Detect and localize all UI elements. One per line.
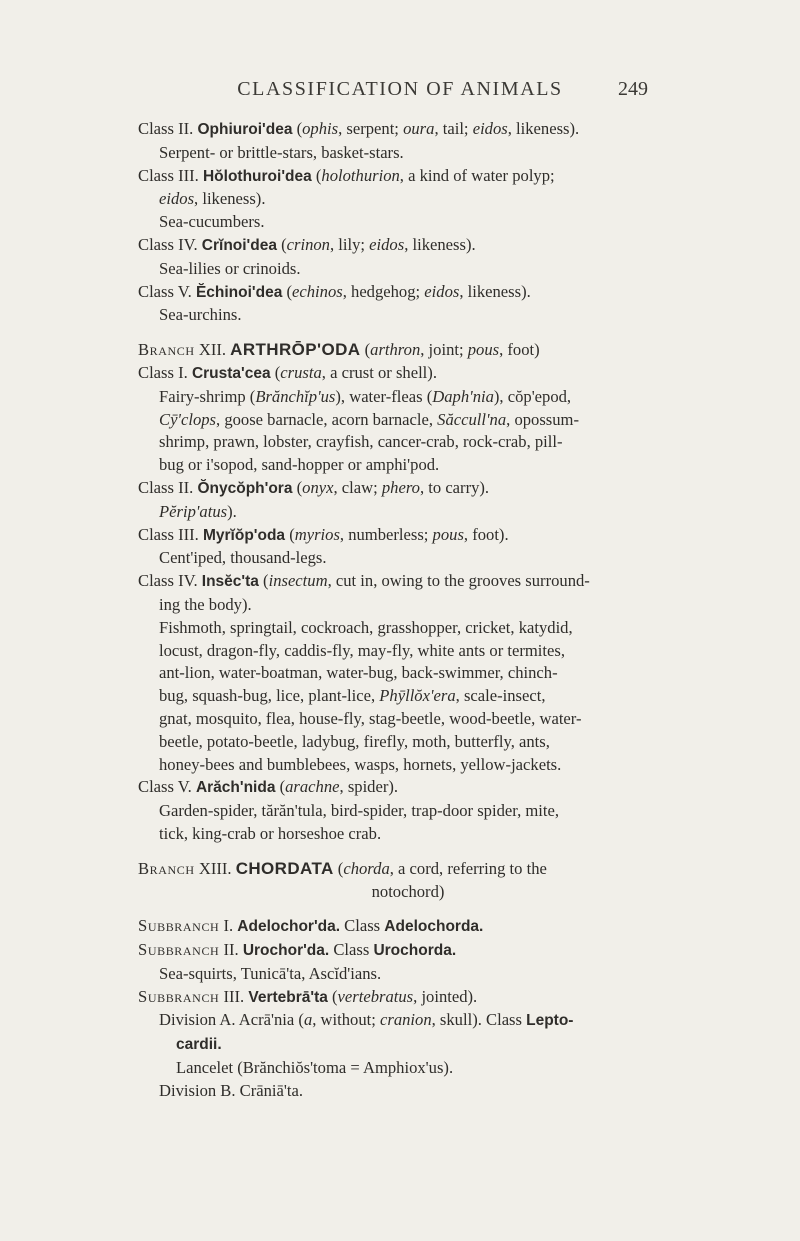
- text-segment: , claw;: [333, 477, 382, 497]
- text-segment: locust, dragon-fly, caddis-fly, may-fly, white ants or termites,: [159, 640, 565, 660]
- rank-label: Subbranch: [138, 986, 220, 1006]
- text-segment: ing the body).: [159, 594, 252, 614]
- page-number: 249: [618, 78, 648, 100]
- text-segment: Class: [329, 940, 374, 960]
- text-segment: bug, squash-bug, lice, plant-lice,: [159, 686, 380, 706]
- taxon-name: Arăch'nida: [195, 779, 276, 797]
- text-segment: Division A. Acrā'nia (: [159, 1010, 304, 1030]
- text-line: [138, 524, 678, 548]
- text-segment: , serpent;: [338, 119, 404, 138]
- taxon-name: Crĭnoi'dea: [201, 236, 277, 254]
- text-segment: , opossum-: [506, 409, 579, 429]
- text-segment: Class: [340, 916, 385, 936]
- text-line: [138, 304, 678, 327]
- text-segment: Garden-spider, tărăn'tula, bird-spider, trap-door spider, mite,: [159, 801, 560, 821]
- text-segment: Class III.: [138, 165, 203, 185]
- text-line: [138, 431, 678, 454]
- taxon-name: Crusta'cea: [191, 364, 271, 382]
- text-line: [138, 454, 678, 477]
- text-segment: , numberless;: [339, 524, 433, 544]
- text-segment: Fishmoth, springtail, cockroach, grasshopper, cricket, katydid,: [159, 617, 573, 637]
- taxon-name: Urochor'da.: [242, 942, 330, 960]
- text-segment: Division B. Crāniā'ta.: [159, 1080, 304, 1100]
- text-segment: Class IV.: [138, 234, 202, 254]
- text-line: [138, 258, 678, 281]
- text-segment: ), cŏp'epod,: [493, 386, 572, 406]
- text-segment: Lancelet (Brănchiŏs'toma = Amphiox'us).: [176, 1058, 454, 1078]
- italic-term: Phȳllŏx'era: [379, 686, 456, 706]
- text-segment: , likeness).: [507, 119, 580, 138]
- taxon-name: Lepto-: [526, 1012, 574, 1030]
- text-segment: , joint;: [420, 340, 468, 360]
- text-line: [138, 1057, 678, 1080]
- taxon-name: ARTHRŌP'ODA: [230, 340, 361, 360]
- text-segment: , cut in, owing to the grooves surround-: [327, 571, 590, 591]
- text-line: [138, 281, 678, 305]
- text-line: [138, 188, 678, 211]
- text-segment: (: [360, 340, 371, 360]
- text-line: [138, 234, 678, 258]
- taxon-name: Ophiuroi'dea: [197, 121, 293, 138]
- text-segment: (: [275, 777, 286, 797]
- taxon-name: Adelochor'da.: [237, 918, 341, 936]
- italic-term: Brănchĭp'us: [255, 386, 336, 406]
- running-title: CLASSIFICATION OF ANIMALS: [237, 78, 563, 100]
- text-line: [138, 881, 678, 904]
- text-line: [138, 915, 678, 939]
- text-line: [138, 776, 678, 800]
- text-segment: , skull). Class: [431, 1010, 527, 1030]
- italic-term: crinon: [286, 234, 330, 254]
- text-segment: (: [311, 165, 322, 185]
- italic-term: a: [303, 1010, 313, 1030]
- text-segment: ant-lion, water-boatman, water-bug, back-swimmer, chinch-: [159, 663, 558, 683]
- text-segment: II.: [219, 940, 243, 960]
- italic-term: cranion: [380, 1010, 432, 1030]
- taxon-name: CHORDATA: [235, 858, 334, 878]
- text-line: [138, 386, 678, 409]
- italic-term: Săccull'na: [437, 409, 507, 429]
- text-line: [138, 939, 678, 963]
- text-segment: , a cord, referring to the: [389, 858, 547, 878]
- italic-term: Daph'nia: [432, 386, 494, 406]
- rank-label: Branch: [138, 858, 195, 878]
- text-line: [138, 594, 678, 617]
- italic-term: pous: [467, 340, 500, 360]
- text-line: [138, 986, 678, 1010]
- italic-term: onyx: [302, 477, 334, 497]
- italic-term: eidos: [472, 119, 508, 138]
- text-line: [138, 662, 678, 685]
- text-segment: gnat, mosquito, flea, house-fly, stag-beetle, wood-beetle, water-: [159, 708, 582, 728]
- taxon-name: Vertebrā'ta: [248, 988, 328, 1006]
- italic-term: echinos: [292, 281, 343, 301]
- italic-term: eidos: [369, 234, 405, 254]
- rank-label: Branch: [138, 340, 195, 360]
- text-segment: (: [285, 524, 295, 544]
- text-segment: XIII.: [194, 858, 236, 878]
- text-segment: tick, king-crab or horseshoe crab.: [159, 823, 382, 843]
- text-segment: (: [270, 362, 281, 382]
- italic-term: phero: [381, 477, 420, 497]
- italic-term: crusta: [280, 362, 322, 382]
- text-segment: (: [276, 234, 287, 254]
- text-line: [138, 708, 678, 731]
- text-segment: honey-bees and bumblebees, wasps, hornets, yellow-jackets.: [159, 754, 562, 774]
- taxon-name: Ĕchinoi'dea: [195, 283, 283, 301]
- text-segment: (: [292, 119, 303, 138]
- text-segment: , likeness).: [404, 234, 476, 254]
- text-segment: Class II.: [138, 119, 198, 138]
- text-segment: , scale-insect,: [455, 686, 546, 706]
- section-gap: [138, 846, 678, 858]
- text-segment: Class IV.: [138, 571, 202, 591]
- italic-term: eidos: [424, 281, 460, 301]
- italic-term: eidos: [159, 189, 195, 209]
- running-head: [0, 78, 800, 108]
- italic-term: oura: [403, 119, 435, 138]
- text-line: [138, 570, 678, 594]
- text-line: [138, 1009, 678, 1033]
- text-segment: Sea-lilies or crinoids.: [159, 258, 301, 278]
- taxon-name: Myrĭŏp'oda: [202, 526, 286, 544]
- text-segment: (: [327, 986, 338, 1006]
- text-segment: III.: [219, 986, 249, 1006]
- text-segment: , likeness).: [459, 281, 531, 301]
- text-segment: Class II.: [138, 477, 198, 497]
- text-segment: Fairy-shrimp (: [159, 386, 256, 406]
- italic-term: arthron: [370, 340, 421, 360]
- text-line: [138, 1080, 678, 1103]
- text-segment: Class V.: [138, 281, 196, 301]
- italic-term: holothurion: [321, 165, 400, 185]
- italic-term: ophis: [302, 119, 339, 138]
- text-segment: (: [333, 858, 344, 878]
- text-line: [138, 858, 678, 881]
- text-segment: Serpent- or brittle-stars, basket-stars.: [159, 142, 404, 162]
- italic-term: chorda: [343, 858, 390, 878]
- text-segment: (: [282, 281, 293, 301]
- text-line: [138, 800, 678, 823]
- italic-term: arachne: [285, 777, 340, 797]
- text-segment: Sea-squirts, Tunicā'ta, Ascĭd'ians.: [159, 963, 382, 983]
- text-line: [138, 823, 678, 846]
- italic-term: insectum: [268, 571, 328, 591]
- text-line: [138, 501, 678, 524]
- italic-term: Pĕrip'atus: [159, 501, 228, 521]
- text-segment: , a crust or shell).: [321, 362, 437, 382]
- italic-term: vertebratus: [337, 986, 414, 1006]
- text-segment: , jointed).: [413, 986, 478, 1006]
- text-line: [138, 731, 678, 754]
- text-segment: XII.: [194, 340, 231, 360]
- text-segment: notochord): [371, 881, 445, 901]
- text-line: [138, 640, 678, 663]
- text-segment: Class I.: [138, 362, 192, 382]
- text-line: [138, 685, 678, 708]
- text-segment: Cent'iped, thousand-legs.: [159, 548, 327, 568]
- text-line: [138, 362, 678, 386]
- text-line: [138, 211, 678, 234]
- text-segment: bug or i'sopod, sand-hopper or amphi'pod.: [159, 455, 440, 475]
- rank-label: Subbranch: [138, 940, 220, 960]
- text-segment: , a kind of water polyp;: [399, 165, 555, 185]
- italic-term: pous: [432, 524, 464, 544]
- taxon-name: Insĕc'ta: [201, 573, 259, 591]
- italic-term: myrios: [294, 524, 340, 544]
- text-segment: , to carry).: [419, 477, 490, 497]
- text-segment: , likeness).: [194, 189, 266, 209]
- text-line: [138, 142, 678, 165]
- page-body: [138, 118, 678, 1103]
- text-segment: , goose barnacle, acorn barnacle,: [216, 409, 438, 429]
- text-line: [138, 754, 678, 777]
- text-segment: (: [292, 477, 303, 497]
- text-line: [138, 477, 678, 501]
- text-line: [138, 409, 678, 432]
- section-gap: [138, 903, 678, 915]
- text-line: [138, 617, 678, 640]
- text-line: [138, 1033, 678, 1057]
- text-segment: Sea-cucumbers.: [159, 212, 265, 232]
- text-segment: ), water-fleas (: [335, 386, 433, 406]
- text-segment: , hedgehog;: [342, 281, 425, 301]
- text-segment: (: [258, 571, 269, 591]
- text-segment: , without;: [312, 1010, 380, 1030]
- text-segment: , lily;: [329, 234, 370, 254]
- text-line: [138, 118, 678, 142]
- italic-term: Cȳ'clops: [159, 409, 217, 429]
- text-segment: shrimp, prawn, lobster, crayfish, cancer-crab, rock-crab, pill-: [159, 432, 563, 452]
- text-segment: , spider).: [339, 777, 399, 797]
- text-segment: I.: [219, 916, 238, 936]
- rank-label: Subbranch: [138, 916, 220, 936]
- text-segment: , foot).: [463, 524, 509, 544]
- text-line: [138, 339, 678, 362]
- taxon-name: Hŏlothuroi'dea: [202, 167, 312, 185]
- text-line: [138, 963, 678, 986]
- text-segment: Class V.: [138, 777, 196, 797]
- text-segment: beetle, potato-beetle, ladybug, firefly, moth, butterfly, ants,: [159, 731, 550, 751]
- text-segment: ).: [227, 501, 237, 521]
- text-line: [138, 547, 678, 570]
- taxon-name: Urochorda.: [373, 942, 457, 960]
- section-gap: [138, 327, 678, 339]
- taxon-name: cardii.: [176, 1036, 222, 1054]
- text-segment: Class III.: [138, 524, 203, 544]
- text-segment: , tail;: [434, 119, 473, 138]
- taxon-name: Ŏnycŏph'ora: [197, 479, 293, 497]
- text-segment: , foot): [499, 340, 540, 360]
- text-line: [138, 165, 678, 189]
- text-segment: Sea-urchins.: [159, 305, 242, 325]
- taxon-name: Adelochorda.: [384, 918, 484, 936]
